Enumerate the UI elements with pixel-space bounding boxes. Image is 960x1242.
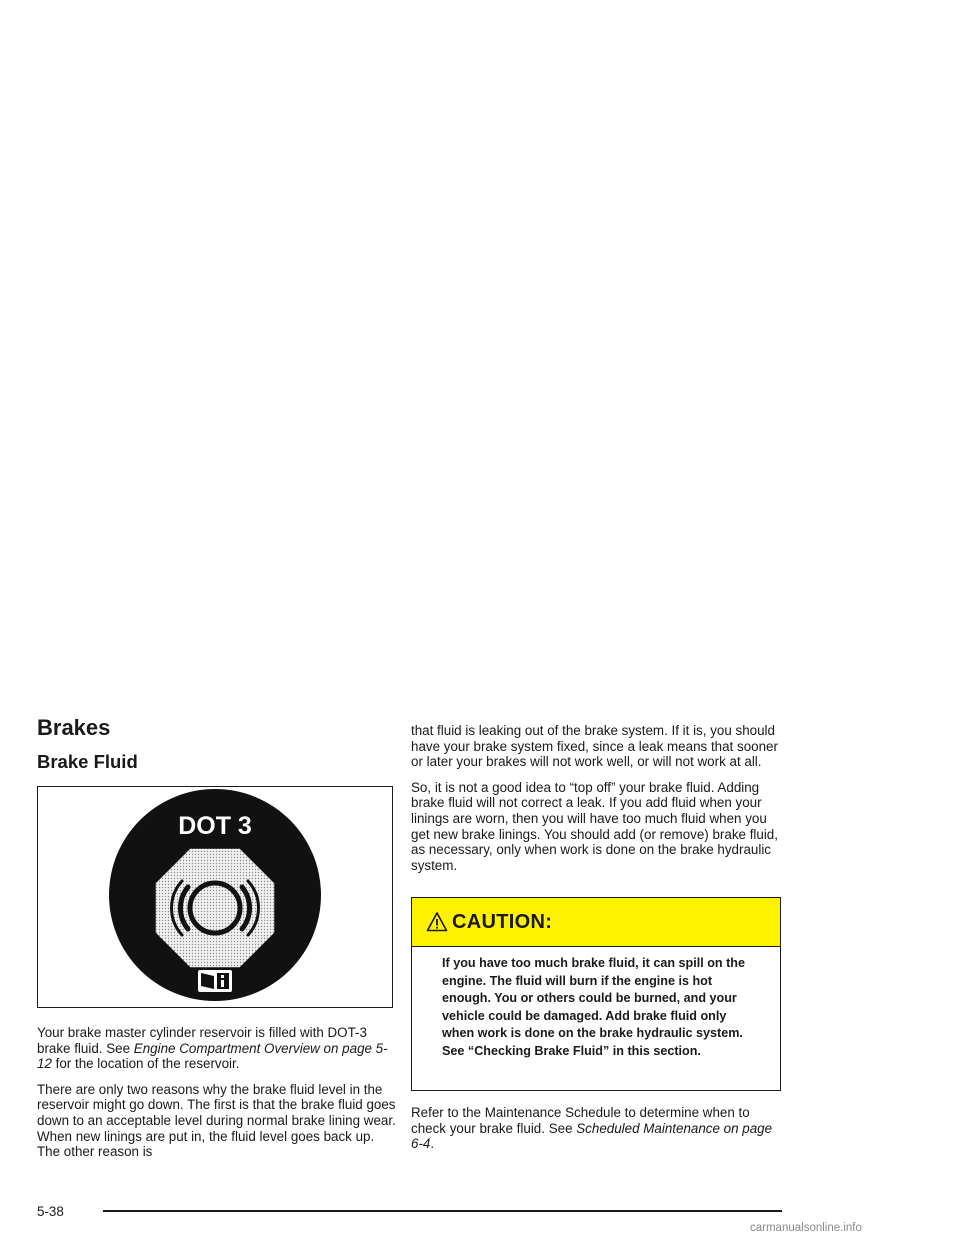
footer-rule [103,1210,782,1212]
paragraph-top-off: So, it is not a good idea to “top off” your brake fluid. Adding brake fluid will not correct a leak. If you add fluid when your linings are worn, then you will have too much fluid when you get new brake linings. You should add (or remove) brake fluid, as necessary, only when work is done on the brake hydraulic system. [411,779,778,873]
maintenance-link[interactable]: Scheduled Maintenance on page 6-4 [411,1120,773,1152]
cross-reference-link[interactable]: Engine Compartment Overview on page 5-12 [37,1040,388,1072]
caution-header [412,898,780,947]
dot3-figure [37,786,393,1008]
caution-text: If you have too much brake fluid, it can spill on the engine. The fluid will burn if the engine is hot enough. You or others could be burned, and your vehicle could be damaged. Add brake fluid only when work is done on the brake hydraulic system. See “Checking Brake Fluid” in this section. [442,956,745,1058]
dot3-label: DOT 3 [178,812,252,840]
warning-triangle-icon [426,911,448,933]
paragraph-reservoir: Your brake master cylinder reservoir is filled with DOT-3 brake fluid. See Engine Compartment Overview on page 5-12 for the location of the reservoir. [37,1025,388,1072]
page-number: 5-38 [37,1204,64,1219]
right-column [411,723,783,883]
subsection-title: Brake Fluid [37,751,138,772]
section-title: Brakes [37,715,111,740]
paragraph-fluid-level: There are only two reasons why the brake fluid level in the reservoir might go down. The first is that the brake fluid goes down to an acceptable level during normal brake lining wear. When new linings are put in, the fluid level goes back up. The other reason is [37,1081,396,1160]
paragraph-maintenance: Refer to the Maintenance Schedule to determine when to check your brake fluid. See Scheduled Maintenance on page 6-4. [411,1105,773,1152]
caution-box [411,897,781,1091]
owner-manual-icon [198,970,232,992]
paragraph-leak: that fluid is leaking out of the brake system. If it is, you should have your brake system fixed, since a leak means that sooner or later your brakes will not work well, or will not work at all. [411,723,778,770]
dot3-cap-illustration [38,787,391,1006]
bottom-paragraph [411,1105,783,1162]
left-column [37,1025,397,1170]
caution-title: CAUTION: [452,910,553,933]
watermark: carmanualsonline.info [750,1222,862,1234]
